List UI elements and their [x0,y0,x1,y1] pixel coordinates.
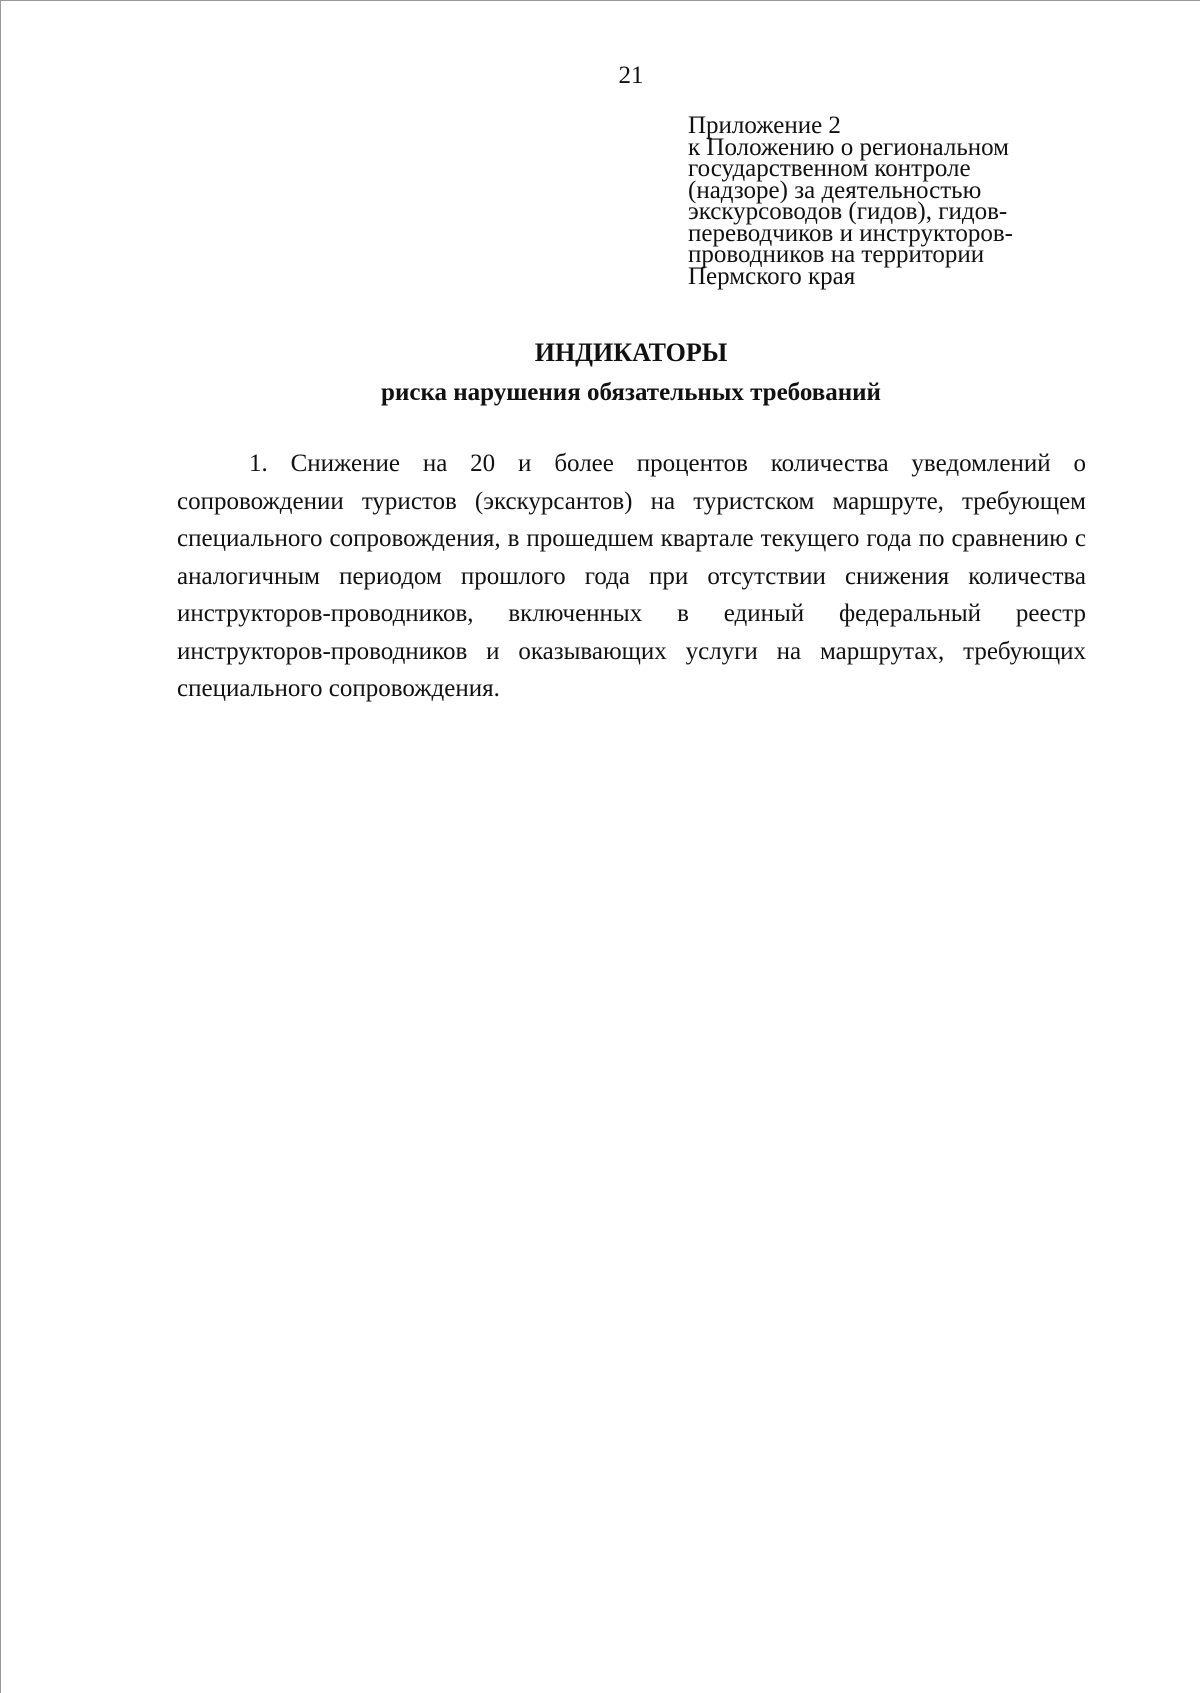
appendix-line: проводников на территории [688,241,985,268]
appendix-line: Пермского края [688,262,856,290]
appendix-line: экскурсоводов (гидов), гидов- [688,198,1008,225]
document-title: ИНДИКАТОРЫ [534,338,728,367]
appendix-line: (надзоре) за деятельностью [688,176,982,204]
appendix-line: Приложение 2 [688,112,841,139]
appendix-line: переводчиков и инструкторов- [688,219,1014,247]
appendix-line: к Положению о региональном [688,133,1009,161]
page-number: 21 [618,62,644,89]
appendix-line: государственном контроле [688,155,971,182]
body-paragraph: 1. Снижение на 20 и более процентов количества уведомлений о сопровождении туристов (экскурсантов) на туристском маршруте, требующем специального сопровождения, в прошедшем квартале текущего года по сравнению с аналогичным периодом прошлого года при отсутствии снижения количества инструкторов-проводников, включенных в единый федеральный реестр инструкторов-проводников и оказывающих услуги на маршрутах, требующих специального сопровождения. [177,450,1086,702]
appendix-reference [688,112,1108,290]
document-subtitle: риска нарушения обязательных требований [381,379,881,406]
